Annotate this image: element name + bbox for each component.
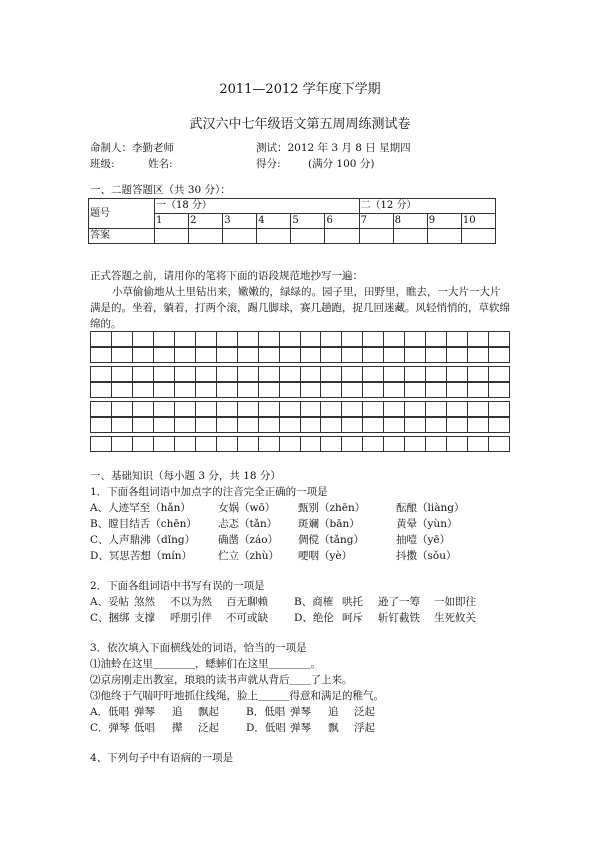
writing-grid-row[interactable] bbox=[90, 366, 510, 382]
class-label: 班级: bbox=[90, 158, 115, 170]
writing-cell[interactable] bbox=[342, 348, 363, 362]
writing-cell[interactable] bbox=[426, 383, 447, 397]
question-number-label: 题号 bbox=[89, 199, 155, 229]
writing-cell[interactable] bbox=[112, 348, 133, 362]
q3-word: D．低唱 bbox=[246, 722, 286, 734]
score-label: 得分: bbox=[256, 158, 281, 170]
q2-word: B、商榷 bbox=[294, 596, 334, 608]
writing-cell[interactable] bbox=[363, 418, 384, 432]
date-label: 测试：2012 年 3 月 8 日 星期四 bbox=[256, 142, 411, 154]
q2-word: C、捆绑 bbox=[90, 612, 130, 624]
writing-cell[interactable] bbox=[175, 437, 196, 451]
writing-cell[interactable] bbox=[301, 383, 322, 397]
writing-cell[interactable] bbox=[91, 418, 112, 432]
passage-line-1: 小草偷偷地从土里钻出来，嫩嫩的，绿绿的。园子里，田野里，瞧去，一大片一大片 bbox=[112, 286, 501, 298]
question-number: 1 bbox=[155, 214, 189, 229]
writing-cell[interactable] bbox=[154, 367, 175, 381]
q2-word: 不可或缺 bbox=[226, 612, 268, 624]
q2-word: 呼朋引伴 bbox=[170, 612, 212, 624]
writing-cell[interactable] bbox=[238, 332, 259, 346]
writing-cell[interactable] bbox=[405, 367, 426, 381]
writing-cell[interactable] bbox=[217, 418, 238, 432]
writing-cell[interactable] bbox=[259, 418, 280, 432]
q1-d-word-4: 抖擞（sǒu） bbox=[396, 550, 457, 562]
writing-cell[interactable] bbox=[489, 402, 509, 416]
q3-sentence-2: ⑵京房刚走出教室，琅琅的读书声就从背后＿＿了上来。 bbox=[90, 674, 353, 686]
answer-row-label: 答案 bbox=[89, 229, 155, 244]
writing-cell[interactable] bbox=[321, 402, 342, 416]
q4-stem: 4、下列句子中有语病的一项是 bbox=[90, 752, 234, 764]
writing-cell[interactable] bbox=[280, 418, 301, 432]
writing-cell[interactable] bbox=[175, 383, 196, 397]
writing-cell[interactable] bbox=[384, 348, 405, 362]
q1-b-word-3: 斑斓（bān） bbox=[298, 518, 360, 530]
answer-table bbox=[88, 198, 496, 244]
q1-option-a[interactable] bbox=[90, 500, 464, 515]
q2-word: 百无聊赖 bbox=[226, 596, 268, 608]
writing-cell[interactable] bbox=[196, 437, 217, 451]
writing-cell[interactable] bbox=[91, 383, 112, 397]
q3-word: 泛起 bbox=[198, 722, 219, 734]
answer-cell[interactable] bbox=[427, 229, 461, 244]
writing-cell[interactable] bbox=[489, 332, 509, 346]
group-two-header: 二（12 分） bbox=[359, 199, 495, 214]
passage-line-3: 绵的。 bbox=[90, 318, 122, 330]
writing-cell[interactable] bbox=[133, 402, 154, 416]
answer-cell[interactable] bbox=[359, 229, 393, 244]
answer-cell[interactable] bbox=[257, 229, 291, 244]
q3-sentence-3: ⑶他终于气喘吁吁地抓住线绳，脸上＿＿＿得意和满足的稚气。 bbox=[90, 690, 384, 702]
question-number: 7 bbox=[359, 214, 393, 229]
writing-cell[interactable] bbox=[196, 402, 217, 416]
writing-cell[interactable] bbox=[321, 383, 342, 397]
writing-cell[interactable] bbox=[133, 367, 154, 381]
q1-a-word-1: A、人迹罕至（hǎn） bbox=[90, 502, 191, 514]
writing-cell[interactable] bbox=[91, 332, 112, 346]
writing-cell[interactable] bbox=[447, 418, 468, 432]
q3-word: 低唱 bbox=[134, 722, 155, 734]
writing-cell[interactable] bbox=[196, 332, 217, 346]
writing-cell[interactable] bbox=[154, 437, 175, 451]
writing-cell[interactable] bbox=[489, 437, 509, 451]
writing-cell[interactable] bbox=[238, 383, 259, 397]
writing-cell[interactable] bbox=[426, 402, 447, 416]
q3-word: 飘 bbox=[328, 722, 339, 734]
writing-cell[interactable] bbox=[363, 383, 384, 397]
writing-cell[interactable] bbox=[259, 402, 280, 416]
writing-cell[interactable] bbox=[217, 367, 238, 381]
writing-cell[interactable] bbox=[238, 437, 259, 451]
copy-instruction: 正式答题之前，请用你的笔将下面的语段规范地抄写一遍： bbox=[90, 270, 363, 282]
writing-cell[interactable] bbox=[175, 367, 196, 381]
q3-word: 浮起 bbox=[354, 722, 375, 734]
writing-cell[interactable] bbox=[426, 348, 447, 362]
writing-cell[interactable] bbox=[217, 437, 238, 451]
writing-cell[interactable] bbox=[112, 383, 133, 397]
writing-cell[interactable] bbox=[426, 367, 447, 381]
writing-cell[interactable] bbox=[321, 332, 342, 346]
q1-a-word-4: 酝酿（liàng） bbox=[396, 502, 465, 514]
writing-cell[interactable] bbox=[112, 332, 133, 346]
q1-option-b[interactable] bbox=[90, 516, 457, 531]
q2-word: 煞然 bbox=[134, 596, 155, 608]
q1-b-word-4: 黄晕（yùn） bbox=[396, 518, 458, 530]
writing-cell[interactable] bbox=[112, 367, 133, 381]
q3-stem: 3．依次填入下面横线处的词语，恰当的一项是 bbox=[90, 642, 307, 654]
q3-word: B．低唱 bbox=[246, 706, 286, 718]
answer-cell[interactable] bbox=[155, 229, 189, 244]
writing-cell[interactable] bbox=[363, 332, 384, 346]
writing-cell[interactable] bbox=[301, 437, 322, 451]
writing-cell[interactable] bbox=[468, 383, 489, 397]
writing-cell[interactable] bbox=[154, 332, 175, 346]
answer-cell[interactable] bbox=[325, 229, 359, 244]
q3-word: 泛起 bbox=[354, 706, 375, 718]
writing-cell[interactable] bbox=[468, 437, 489, 451]
writing-cell[interactable] bbox=[217, 383, 238, 397]
q2-word: 哄托 bbox=[342, 596, 363, 608]
question-number: 8 bbox=[393, 214, 427, 229]
writing-cell[interactable] bbox=[280, 383, 301, 397]
group-one-header: 一（18 分） bbox=[155, 199, 360, 214]
writing-cell[interactable] bbox=[384, 383, 405, 397]
writing-cell[interactable] bbox=[154, 402, 175, 416]
writing-cell[interactable] bbox=[217, 402, 238, 416]
writing-cell[interactable] bbox=[280, 332, 301, 346]
q2-word: 呵斥 bbox=[342, 612, 363, 624]
q1-d-word-2: 伫立（zhù） bbox=[218, 550, 280, 562]
writing-cell[interactable] bbox=[321, 437, 342, 451]
writing-cell[interactable] bbox=[468, 348, 489, 362]
exam-year-title: 2011—2012 学年度下学期 bbox=[219, 82, 381, 97]
writing-cell[interactable] bbox=[91, 437, 112, 451]
writing-cell[interactable] bbox=[301, 418, 322, 432]
writing-grid-row[interactable] bbox=[90, 331, 510, 347]
writing-cell[interactable] bbox=[301, 402, 322, 416]
q3-option-a[interactable] bbox=[90, 704, 246, 719]
writing-cell[interactable] bbox=[468, 367, 489, 381]
q3-word: A．低唱 bbox=[90, 706, 130, 718]
q1-c-word-2: 确凿（záo） bbox=[218, 534, 279, 546]
q2-row-1[interactable] bbox=[90, 594, 476, 609]
q3-option-b[interactable] bbox=[246, 704, 375, 719]
q2-word: 斩钉截铁 bbox=[378, 612, 420, 624]
answer-cell[interactable] bbox=[189, 229, 223, 244]
writing-cell[interactable] bbox=[133, 418, 154, 432]
basics-heading: 一、基础知识（每小题 3 分，共 18 分） bbox=[90, 470, 281, 482]
writing-cell[interactable] bbox=[468, 332, 489, 346]
writing-cell[interactable] bbox=[133, 437, 154, 451]
q1-c-word-4: 抽噎（yē） bbox=[396, 534, 451, 546]
q3-option-d[interactable] bbox=[246, 720, 375, 735]
writing-cell[interactable] bbox=[196, 348, 217, 362]
answer-cell[interactable] bbox=[223, 229, 257, 244]
writing-cell[interactable] bbox=[447, 383, 468, 397]
writing-cell[interactable] bbox=[133, 348, 154, 362]
writing-cell[interactable] bbox=[301, 367, 322, 381]
writing-cell[interactable] bbox=[363, 348, 384, 362]
q3-sentence-1: ⑴油蛉在这里＿＿＿＿，蟋蟀们在这里＿＿＿＿。 bbox=[90, 658, 321, 670]
q3-option-c[interactable] bbox=[90, 720, 246, 735]
q3-word: 弹琴 bbox=[134, 706, 155, 718]
q2-word: A、妥帖 bbox=[90, 596, 130, 608]
writing-cell[interactable] bbox=[154, 418, 175, 432]
q1-c-word-1: C、人声鼎沸（dǐng） bbox=[90, 534, 196, 546]
q2-word: D、绝伦 bbox=[294, 612, 334, 624]
writing-cell[interactable] bbox=[489, 367, 509, 381]
writing-cell[interactable] bbox=[447, 348, 468, 362]
writing-cell[interactable] bbox=[112, 402, 133, 416]
writing-cell[interactable] bbox=[280, 367, 301, 381]
question-number: 6 bbox=[325, 214, 359, 229]
q1-option-c[interactable] bbox=[90, 532, 450, 547]
writing-cell[interactable] bbox=[342, 383, 363, 397]
writing-cell[interactable] bbox=[426, 437, 447, 451]
writing-cell[interactable] bbox=[259, 437, 280, 451]
q1-b-word-2: 忐忑（tǎn） bbox=[218, 518, 278, 530]
writing-cell[interactable] bbox=[217, 332, 238, 346]
question-number: 4 bbox=[257, 214, 291, 229]
writing-cell[interactable] bbox=[489, 383, 509, 397]
writing-cell[interactable] bbox=[154, 383, 175, 397]
writing-cell[interactable] bbox=[384, 418, 405, 432]
question-number: 10 bbox=[461, 214, 495, 229]
writing-cell[interactable] bbox=[280, 437, 301, 451]
q3-word: 弹琴 bbox=[290, 722, 311, 734]
writing-cell[interactable] bbox=[196, 367, 217, 381]
q2-row-2[interactable] bbox=[90, 610, 476, 625]
writing-cell[interactable] bbox=[405, 383, 426, 397]
writing-cell[interactable] bbox=[363, 402, 384, 416]
q3-word: C．弹琴 bbox=[90, 722, 130, 734]
q1-a-word-3: 甄别（zhēn） bbox=[298, 502, 366, 514]
writing-cell[interactable] bbox=[238, 367, 259, 381]
writing-cell[interactable] bbox=[363, 367, 384, 381]
q1-d-word-3: 哽咽（yè） bbox=[298, 550, 353, 562]
writing-cell[interactable] bbox=[301, 332, 322, 346]
writing-cell[interactable] bbox=[133, 332, 154, 346]
writing-cell[interactable] bbox=[259, 383, 280, 397]
writing-cell[interactable] bbox=[112, 418, 133, 432]
answer-cell[interactable] bbox=[393, 229, 427, 244]
full-score-label: (满分 100 分) bbox=[308, 158, 375, 170]
writing-cell[interactable] bbox=[238, 418, 259, 432]
q3-word: 撵 bbox=[172, 722, 183, 734]
writing-cell[interactable] bbox=[405, 418, 426, 432]
table-row bbox=[89, 229, 496, 244]
writing-cell[interactable] bbox=[342, 367, 363, 381]
table-row bbox=[89, 199, 496, 214]
q1-d-word-1: D、冥思苦想（mín） bbox=[90, 550, 192, 562]
writing-cell[interactable] bbox=[342, 437, 363, 451]
question-number: 5 bbox=[291, 214, 325, 229]
q3-word: 弹琴 bbox=[290, 706, 311, 718]
answer-section-heading: 一、二题答题区（共 30 分）： bbox=[90, 184, 231, 196]
writing-cell[interactable] bbox=[91, 402, 112, 416]
writing-cell[interactable] bbox=[384, 437, 405, 451]
writing-cell[interactable] bbox=[342, 418, 363, 432]
q2-word: 一如即往 bbox=[434, 596, 476, 608]
writing-cell[interactable] bbox=[301, 348, 322, 362]
writing-cell[interactable] bbox=[426, 418, 447, 432]
q2-word: 逊了一筹 bbox=[378, 596, 420, 608]
writing-cell[interactable] bbox=[363, 437, 384, 451]
writing-cell[interactable] bbox=[405, 332, 426, 346]
writing-cell[interactable] bbox=[447, 402, 468, 416]
question-number: 9 bbox=[427, 214, 461, 229]
writing-cell[interactable] bbox=[489, 348, 509, 362]
author-label: 命制人：李勤老师 bbox=[90, 142, 174, 154]
q1-option-d[interactable] bbox=[90, 548, 456, 563]
writing-cell[interactable] bbox=[342, 332, 363, 346]
q3-word: 飘起 bbox=[198, 706, 219, 718]
q3-word: 追 bbox=[172, 706, 183, 718]
writing-cell[interactable] bbox=[175, 418, 196, 432]
writing-grid-row[interactable] bbox=[90, 417, 510, 433]
writing-cell[interactable] bbox=[259, 367, 280, 381]
writing-cell[interactable] bbox=[217, 348, 238, 362]
q3-word: 追 bbox=[328, 706, 339, 718]
exam-title: 武汉六中七年级语文第五周周练测试卷 bbox=[189, 117, 411, 132]
q2-word: 生死攸关 bbox=[434, 612, 476, 624]
writing-cell[interactable] bbox=[133, 383, 154, 397]
writing-cell[interactable] bbox=[321, 348, 342, 362]
writing-grid-row[interactable] bbox=[90, 436, 510, 452]
writing-cell[interactable] bbox=[447, 437, 468, 451]
writing-grid-row[interactable] bbox=[90, 401, 510, 417]
writing-grid-row[interactable] bbox=[90, 382, 510, 398]
writing-cell[interactable] bbox=[91, 348, 112, 362]
writing-cell[interactable] bbox=[259, 348, 280, 362]
writing-cell[interactable] bbox=[196, 383, 217, 397]
writing-cell[interactable] bbox=[259, 332, 280, 346]
writing-cell[interactable] bbox=[468, 418, 489, 432]
writing-cell[interactable] bbox=[405, 348, 426, 362]
writing-cell[interactable] bbox=[426, 332, 447, 346]
writing-cell[interactable] bbox=[384, 367, 405, 381]
writing-cell[interactable] bbox=[238, 348, 259, 362]
writing-cell[interactable] bbox=[175, 332, 196, 346]
q1-stem: 1．下面各组词语中加点字的注音完全正确的一项是 bbox=[90, 486, 328, 498]
q1-c-word-3: 倜傥（tǎng） bbox=[298, 534, 364, 546]
writing-cell[interactable] bbox=[447, 332, 468, 346]
q1-b-word-1: B、瞠目结舌（chēn） bbox=[90, 518, 197, 530]
q1-a-word-2: 女娲（wō） bbox=[218, 502, 276, 514]
writing-cell[interactable] bbox=[280, 402, 301, 416]
writing-cell[interactable] bbox=[384, 332, 405, 346]
name-label: 姓名: bbox=[148, 158, 173, 170]
q2-stem: 2．下面各组词语中书写有误的一项是 bbox=[90, 580, 265, 592]
writing-cell[interactable] bbox=[405, 402, 426, 416]
writing-cell[interactable] bbox=[154, 348, 175, 362]
writing-cell[interactable] bbox=[196, 418, 217, 432]
writing-cell[interactable] bbox=[91, 367, 112, 381]
question-number: 2 bbox=[189, 214, 223, 229]
question-number: 3 bbox=[223, 214, 257, 229]
writing-cell[interactable] bbox=[468, 402, 489, 416]
q2-word: 不以为然 bbox=[170, 596, 212, 608]
answer-cell[interactable] bbox=[461, 229, 495, 244]
writing-cell[interactable] bbox=[447, 367, 468, 381]
writing-cell[interactable] bbox=[321, 418, 342, 432]
writing-grid-row[interactable] bbox=[90, 347, 510, 363]
passage-line-2: 满是的。坐着，躺着，打两个滚，踢几脚球，赛几趟跑，捉几回迷藏。风轻悄悄的，草软绵 bbox=[90, 302, 510, 314]
answer-cell[interactable] bbox=[291, 229, 325, 244]
writing-cell[interactable] bbox=[280, 348, 301, 362]
writing-cell[interactable] bbox=[489, 418, 509, 432]
q2-word: 支撑 bbox=[134, 612, 155, 624]
writing-cell[interactable] bbox=[175, 402, 196, 416]
writing-cell[interactable] bbox=[112, 437, 133, 451]
writing-cell[interactable] bbox=[384, 402, 405, 416]
writing-cell[interactable] bbox=[238, 402, 259, 416]
writing-cell[interactable] bbox=[405, 437, 426, 451]
writing-cell[interactable] bbox=[321, 367, 342, 381]
writing-cell[interactable] bbox=[175, 348, 196, 362]
writing-cell[interactable] bbox=[342, 402, 363, 416]
